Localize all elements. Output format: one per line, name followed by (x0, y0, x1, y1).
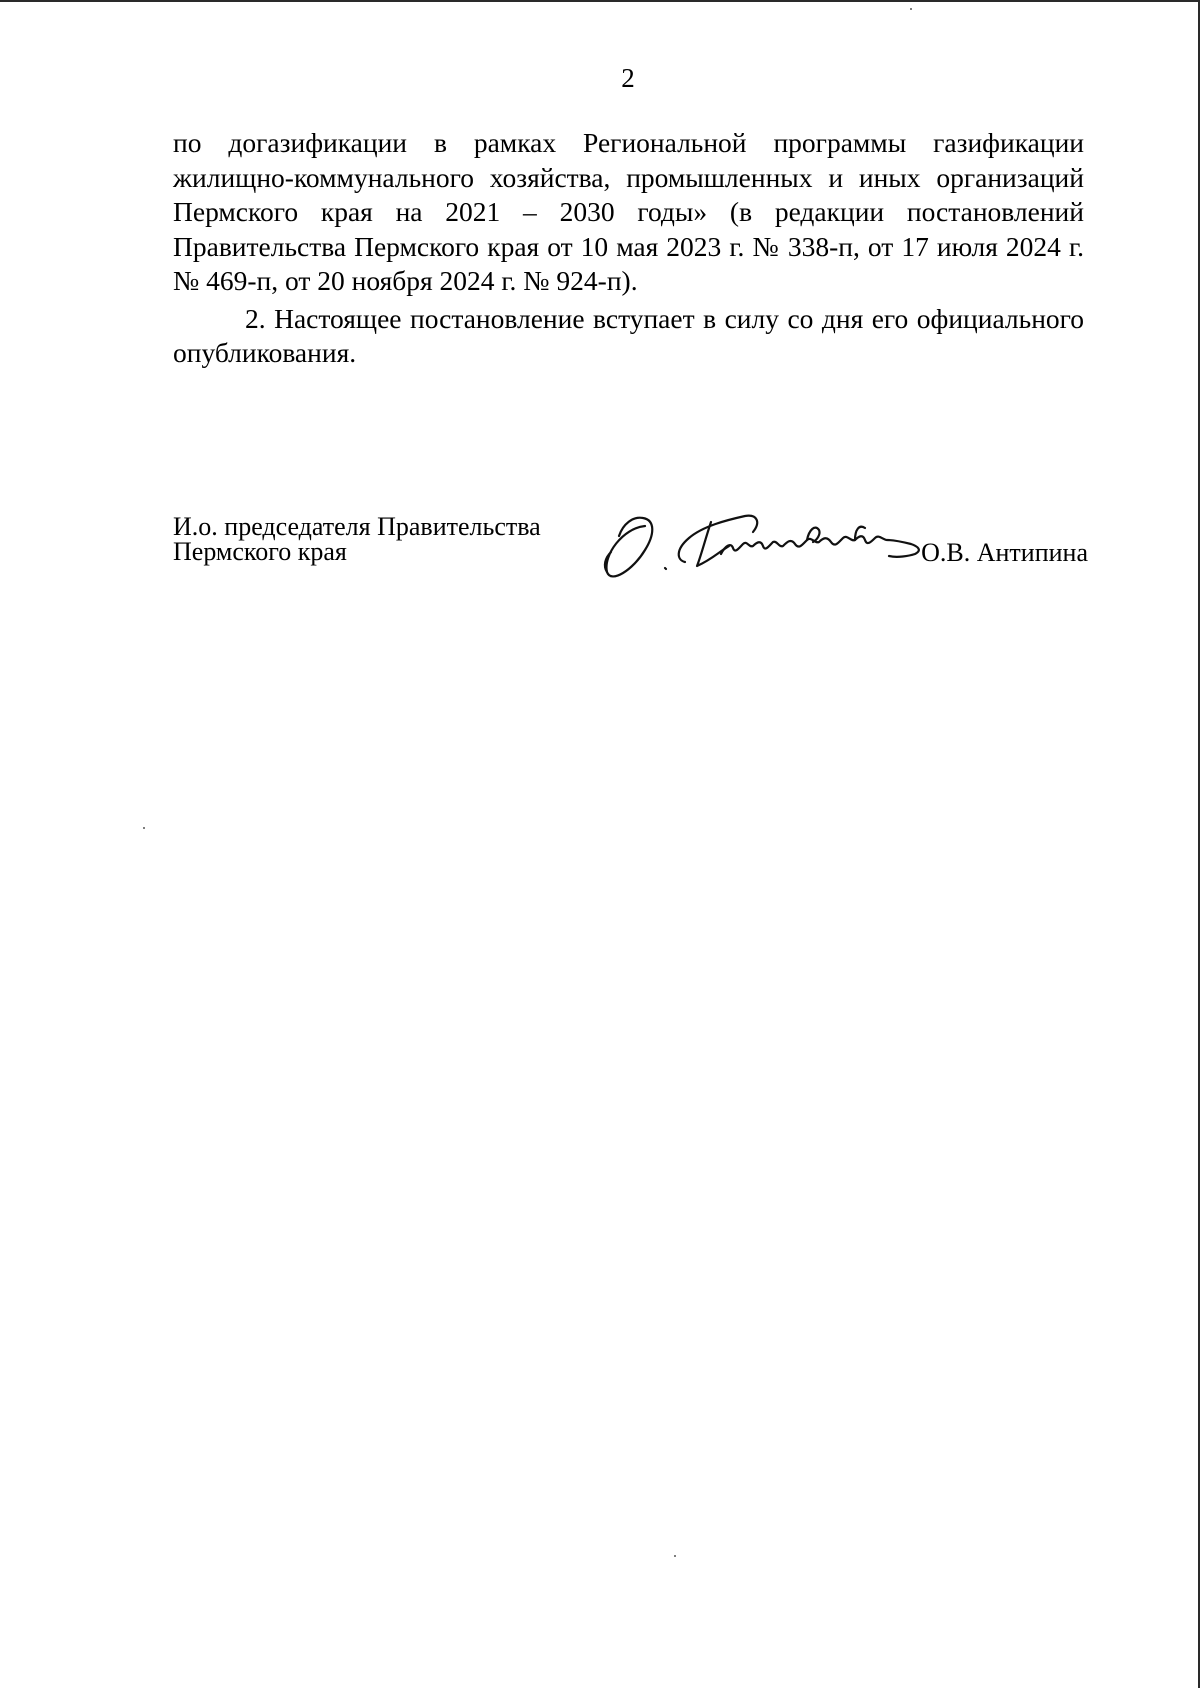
scan-speck (910, 8, 912, 10)
signer-title-line-1: И.о. председателя Правительства (173, 512, 541, 541)
paragraph-1: по догазификации в рамках Региональной программы газификации жилищно-коммунального хозяйства, промышленных и иных организаций Пермского края на 2021 – 2030 годы» (в редакции постановлений Правительства Пермского края от 10 мая 2023 г. № 338-п, от 17 июля 2024 г. № 469-п, от 20 ноября 2024 г. № 924-п). (173, 127, 1084, 296)
paragraph-2: 2. Настоящее постановление вступает в силу со дня его официального опубликования. (173, 302, 1084, 368)
scan-speck (143, 827, 145, 829)
document-body (173, 126, 1084, 371)
signer-title (173, 514, 541, 564)
signer-name: О.В. Антипина (921, 538, 1088, 567)
page-number: 2 (621, 63, 635, 93)
signer-title-line-2: Пермского края (173, 537, 347, 566)
signature-block (173, 512, 1088, 574)
scan-speck (674, 1555, 676, 1557)
